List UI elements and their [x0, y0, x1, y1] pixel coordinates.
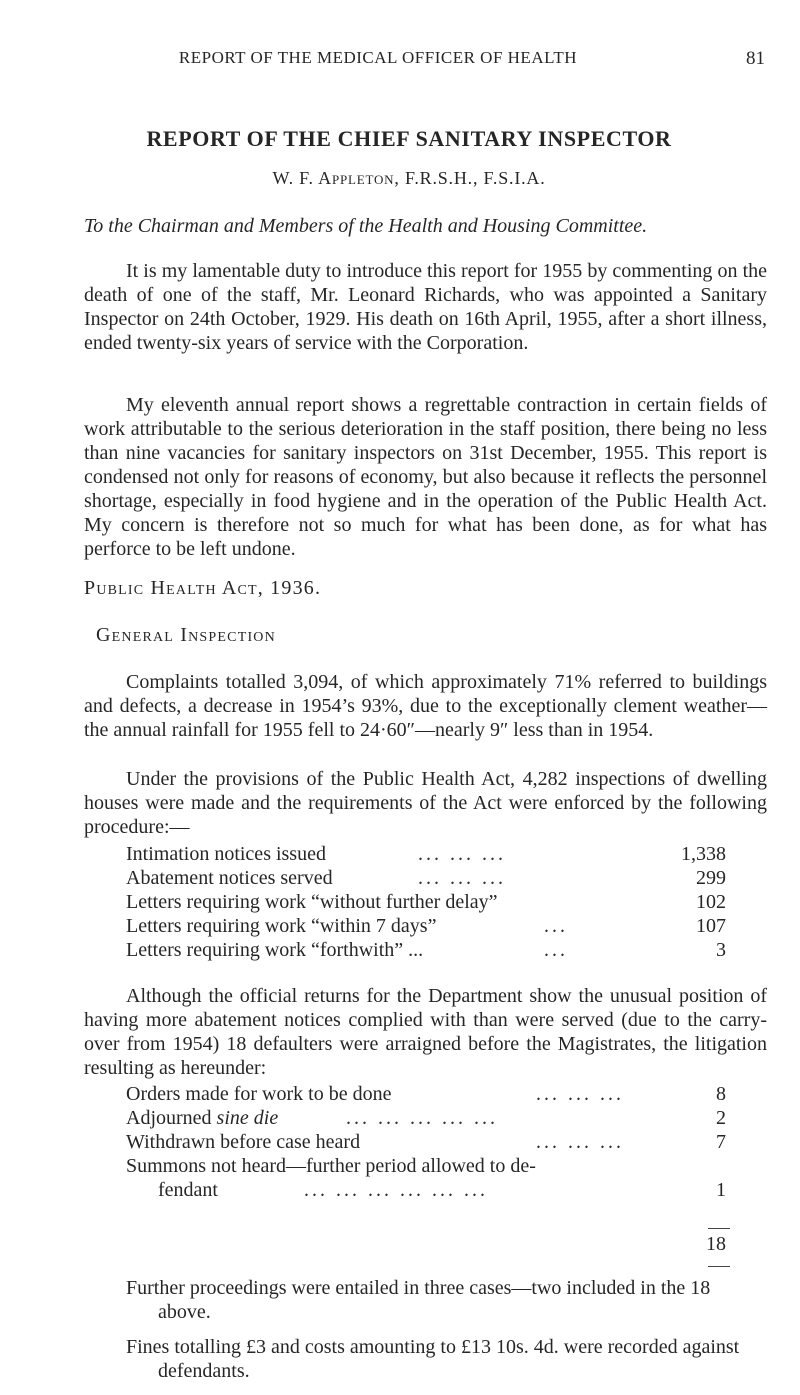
- litigation-total: 18: [706, 1233, 726, 1255]
- leader-dots: ...: [544, 915, 568, 937]
- leader-dots: ... ... ... ... ... ...: [304, 1179, 488, 1201]
- paragraph-eleventh-report: My eleventh annual report shows a regrettable contraction in certain fields of work attributable to the serious deterioration in the staff position, there being no less than nine vacancies for sanitary inspectors on 31st December, 1955. This report is condensed not only for reasons of economy, but also because it reflects the personnel shortage, especially in food hygiene and in the operation of the Public Health Act. My concern is therefore not so much for what has been done, as for what has perforce to be left undone.: [84, 394, 767, 560]
- leader-dots: ... ... ...: [418, 867, 506, 889]
- procedure-value: 3: [716, 939, 726, 961]
- page-number: 81: [746, 48, 765, 69]
- procedure-label: Intimation notices issued: [126, 843, 326, 865]
- paragraph-complaints: Complaints totalled 3,094, of which approximately 71% referred to buildings and defects, a decrease in 1954’s 93%, due to the exceptionally clement weather—the annual rainfall for 1955 fell to 24·60″—nearly 9″ less than in 1954.: [84, 671, 767, 741]
- list-item: [126, 1082, 726, 1106]
- litigation-label: Orders made for work to be done: [126, 1083, 392, 1105]
- procedure-label: Letters requiring work “forthwith” ...: [126, 939, 424, 961]
- procedure-label: Letters requiring work “without further delay”: [126, 891, 498, 913]
- litigation-value: 1: [716, 1179, 726, 1201]
- leader-dots: ... ... ...: [536, 1131, 624, 1153]
- litigation-value: 8: [716, 1083, 726, 1105]
- paragraph-death-notice: It is my lamentable duty to introduce this report for 1955 by commenting on the death of one of the staff, Mr. Leonard Richards, who was appointed a Sanitary Inspector on 24th October, 1929. His death on 16th April, 1955, after a short illness, ended twenty-six years of service with the Corporation.: [84, 260, 767, 354]
- litigation-label: Withdrawn before case heard: [126, 1131, 361, 1153]
- litigation-label: Summons not heard—further period allowed to de-: [126, 1155, 536, 1177]
- adjourned-prefix: Adjourned: [126, 1107, 217, 1129]
- paragraph-litigation: Although the official returns for the Department show the unusual position of having more abatement notices complied with than were served (due to the carry-over from 1954) 18 defaulters were arraigned before the Magistrates, the litigation resulting as hereunder:: [84, 985, 767, 1079]
- litigation-list: [126, 1082, 726, 1202]
- list-item: [126, 842, 726, 866]
- procedure-value: 299: [696, 867, 726, 889]
- salutation: To the Chairman and Members of the Health and Housing Committee.: [84, 215, 648, 237]
- procedure-label: Abatement notices served: [126, 867, 333, 889]
- leader-dots: ... ... ...: [536, 1083, 624, 1105]
- procedure-value: 107: [696, 915, 726, 937]
- paragraph-inspections: Under the provisions of the Public Health Act, 4,282 inspections of dwelling houses were made and the requirements of the Act were enforced by the following procedure:—: [84, 768, 767, 838]
- note-fines: Fines totalling £3 and costs amounting to £13 10s. 4d. were recorded against defendants.: [126, 1336, 740, 1382]
- author-line: W. F. Appleton, F.R.S.H., F.S.I.A.: [272, 168, 546, 188]
- procedure-value: 1,338: [681, 843, 726, 865]
- litigation-label-cont: fendant: [158, 1179, 218, 1201]
- list-item: [126, 866, 726, 890]
- heading-general-inspection: General Inspection: [96, 624, 276, 646]
- report-title: REPORT OF THE CHIEF SANITARY INSPECTOR: [146, 126, 672, 151]
- list-item: [126, 1106, 726, 1130]
- litigation-value: 2: [716, 1107, 726, 1129]
- litigation-label: [126, 1106, 278, 1130]
- list-item: [126, 1130, 726, 1154]
- list-item: [126, 890, 726, 914]
- leader-dots: ... ... ...: [418, 843, 506, 865]
- leader-dots: ...: [544, 939, 568, 961]
- sum-rule-bottom: [708, 1266, 730, 1267]
- procedure-label: Letters requiring work “within 7 days”: [126, 915, 437, 937]
- list-item: [126, 1154, 726, 1178]
- note-further-proceedings: Further proceedings were entailed in three cases—two included in the 18 above.: [126, 1277, 711, 1323]
- sum-rule-top: [708, 1228, 730, 1229]
- procedure-list: [126, 842, 726, 962]
- litigation-value: 7: [716, 1131, 726, 1153]
- procedure-value: 102: [696, 891, 726, 913]
- list-item: [126, 914, 726, 938]
- running-head: REPORT OF THE MEDICAL OFFICER OF HEALTH: [178, 48, 578, 67]
- leader-dots: ... ... ... ... ...: [346, 1107, 498, 1129]
- list-item: [126, 938, 726, 962]
- list-item: [126, 1178, 726, 1202]
- adjourned-italic: sine die: [216, 1107, 279, 1129]
- heading-public-health-act: Public Health Act, 1936.: [84, 577, 322, 599]
